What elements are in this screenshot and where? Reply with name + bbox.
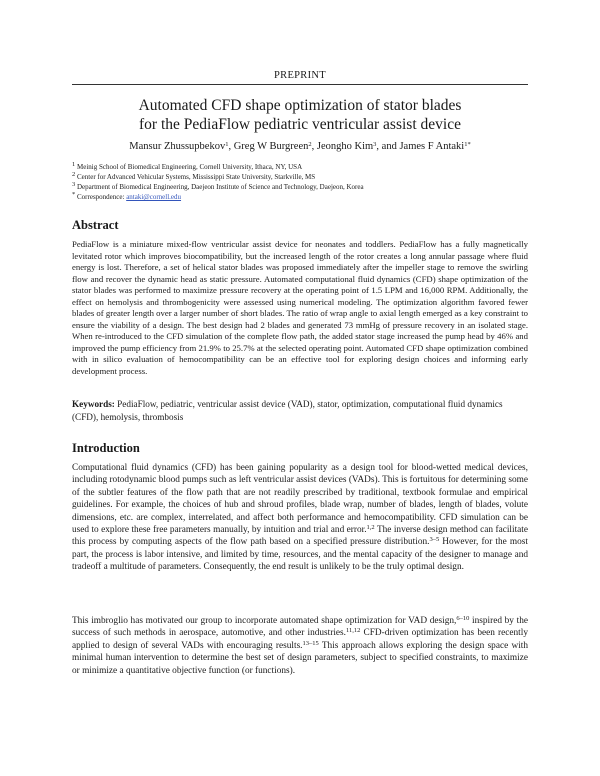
correspondence [72, 192, 528, 202]
correspondence-email-link[interactable]: antaki@cornell.edu [126, 193, 182, 201]
citation: 6–10 [456, 615, 470, 622]
author-name: Mansur Zhussupbekov [129, 141, 226, 152]
correspondence-label: Correspondence: [77, 193, 127, 201]
title-line-2: for the PediaFlow pediatric ventricular assist device [139, 116, 461, 133]
title-line-1: Automated CFD shape optimization of stator blades [138, 97, 462, 114]
author-affil-sup: 1 [225, 141, 229, 148]
citation: 1,2 [366, 524, 375, 532]
affiliations [72, 162, 528, 202]
author-affil-sup: 2 [308, 141, 312, 148]
citation: 3–5 [429, 536, 440, 544]
correspondence-sup: * [72, 191, 76, 198]
author-separator: , and [376, 141, 400, 152]
affiliation-sup: 3 [72, 181, 76, 188]
paragraph-text: Computational fluid dynamics (CFD) has been gaining popularity as a design tool for blood-wetted medical devices, including rotodynamic blood pumps such as left ventricular assist devices (VADs). This is fortuitous for determining some of the subtler features of the flow path that are not readily prescribed by traditional, textbook formulae and empirical guidelines. For example, the choices of hub and shroud profiles, blade wrap, number of blades, length of blades, volute dimensions, etc. are complex, interrelated, and affect both performance and hemocompatibility. CFD simulation can be used to explore these free parameters manually, by intuition and trial and error. [72, 463, 528, 536]
citation: 11,12 [345, 627, 361, 635]
author-list [72, 140, 528, 154]
author-name: James F Antaki [399, 141, 465, 152]
paragraph-text: This imbroglio has motivated our group to incorporate automated shape optimization for VAD design, [72, 616, 457, 626]
paragraph-text: CFD-driven optimization has been recently applied to design of several VADs with encouraging results. [72, 628, 528, 651]
affiliation-sup: 1 [72, 161, 76, 168]
author-separator: , [311, 141, 317, 152]
affiliation-item [72, 162, 528, 172]
keywords [72, 398, 528, 424]
paragraph-text: However, for the most part, the process is labor intensive, and limited by time, resources, and the mental capacity of the designer to manage and tradeoff a multitude of parameters. Consequently, the end result is unlikely to be the truly optimal design. [72, 537, 528, 573]
author-name: Greg W Burgreen [233, 141, 309, 152]
abstract-text: PediaFlow is a miniature mixed-flow ventricular assist device for neonates and toddlers. PediaFlow has a fully magnetically levitated rotor which improves biocompatibility, but the increased length of the rotor creates a long annular passage where fluid energy is lost. Therefore, a set of helical stator blades was proposed immediately after the impeller stage to remove the swirling flow and recover the dynamic head as static pressure. Automated computational fluid dynamics (CFD) shape optimization of the stator blades was performed to maximize pressure recovery at the operating point of 1.5 LPM and 16,000 RPM. Additionally, the effect on hemolysis and thrombogenicity were assessed using numerical modeling. The optimization algorithm favored fewer blades of greater length over a larger number of short blades. The ratio of wrap angle to axial length emerged as a key constraint to ensure the viability of a design. The best design had 2 blades and generated 73 mmHg of pressure recovery in an isolated stage. When re-introduced to the CFD simulation of the complete flow path, the added stator stage increased the pump head by 46% and improved the pump efficiency from 21.9% to 25.7% at the selected operating point. Automated CFD shape optimization combined with in silico evaluation of hemocompatibility can be an effective tool for exploring design choices and informing early development process. [72, 239, 528, 376]
affiliation-item [72, 182, 528, 192]
paper-title [72, 96, 528, 134]
abstract-heading: Abstract [72, 218, 119, 232]
author-name: Jeongho Kim [316, 141, 374, 152]
introduction-heading: Introduction [72, 441, 140, 455]
preprint-label: PREPRINT [274, 70, 326, 81]
paragraph-text: inspired by the success of such methods in aerospace, automotive, and other industries. [72, 616, 528, 639]
affiliation-text: Department of Biomedical Engineering, Daejeon Institute of Science and Technology, Daejeon, Korea [77, 183, 364, 191]
paragraph-text: This approach allows exploring the design space with minimal human intervention to determine the best set of design parameters, subject to specified constraints, to maximize or minimize a quantitative objective function (or functions). [72, 640, 529, 676]
affiliation-text: Center for Advanced Vehicular Systems, Mississippi State University, Starkville, MS [77, 173, 316, 181]
paragraph-text: The inverse design method can facilitate this process by computing aspects of the flow path based on a specified pressure distribution. [72, 525, 529, 548]
header-rule [72, 84, 528, 85]
author-affil-sup: 3 [373, 141, 377, 148]
keywords-label: Keywords: [72, 399, 115, 409]
intro-paragraph-1 [72, 462, 528, 574]
author-separator: , [228, 141, 234, 152]
intro-paragraph-2 [72, 615, 528, 677]
keywords-text: PediaFlow, pediatric, ventricular assist device (VAD), stator, optimization, computational fluid dynamics (CFD), hemolysis, thrombosis [72, 399, 503, 422]
affiliation-text: Meinig School of Biomedical Engineering, Cornell University, Ithaca, NY, USA [77, 163, 303, 171]
citation: 13–15 [302, 639, 319, 647]
affiliation-item [72, 172, 528, 182]
affiliation-sup: 2 [72, 171, 76, 178]
author-affil-sup: 1* [464, 141, 471, 148]
